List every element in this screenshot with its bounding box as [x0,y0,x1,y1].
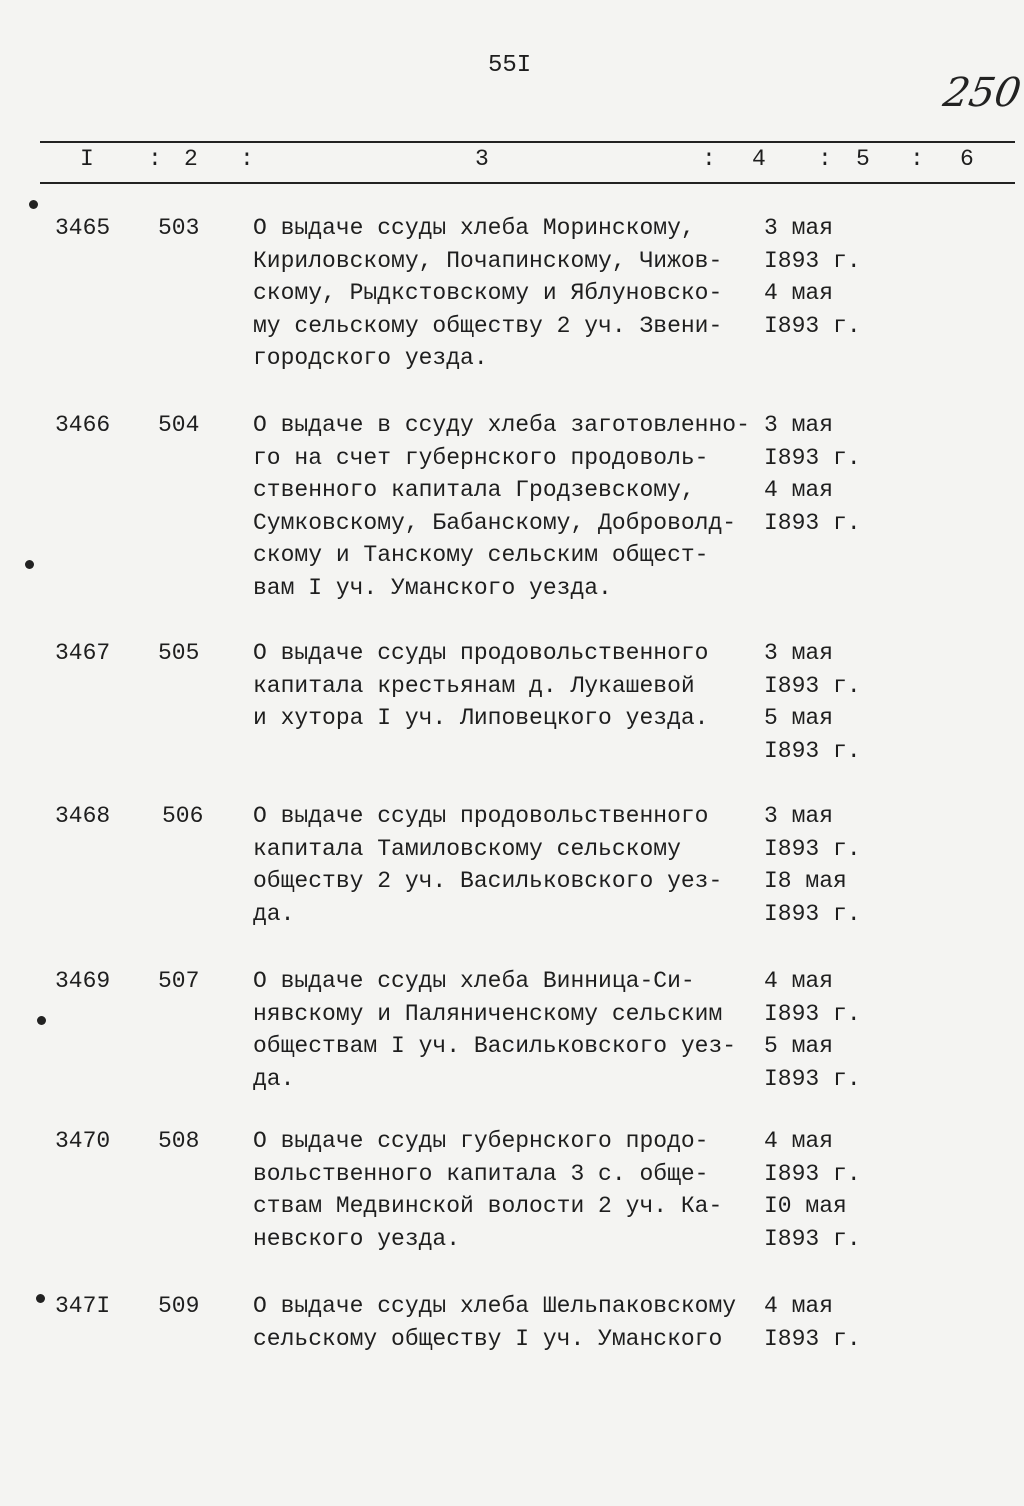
date-line: I893 г. [764,444,861,471]
date-line: 3 мая [764,803,834,829]
header-col-3: 3 [475,146,489,172]
date-line: 4 мая [764,280,834,306]
document-number: 507 [158,968,200,994]
date-line: I893 г. [764,1065,861,1092]
document-number: 509 [158,1293,200,1319]
header-col-5: 5 [856,146,870,172]
entry-dates [764,965,861,1095]
title-line: обществу 2 уч. Васильковского уез- [253,868,723,894]
punch-hole-mark [29,200,38,209]
document-number: 506 [162,803,204,829]
header-top-rule [40,141,1015,143]
title-line: и хутора I уч. Липовецкого уезда. [253,705,709,731]
date-line: I893 г. [764,1325,861,1352]
date-line: 4 мая [764,477,834,503]
entry-number: 3469 [55,968,111,994]
document-number: 504 [158,412,200,438]
title-line: сельскому обществу I уч. Уманского [253,1325,723,1352]
entry-dates [764,409,861,539]
title-line: О выдаче в ссуду хлеба заготовленно- [253,412,750,438]
entry-dates [764,212,861,342]
title-line: невского уезда. [253,1225,461,1252]
entry-title [253,1125,753,1255]
title-line: нявскому и Паляниченскому сельским [253,1000,723,1027]
header-sep: : [910,146,924,172]
date-line: I893 г. [764,509,861,536]
entry-dates [764,637,861,767]
title-line: ственного капитала Гродзевскому, [253,477,695,503]
title-line: городского уезда. [253,345,488,371]
header-sep: : [148,146,162,172]
entry-number: 3466 [55,412,111,438]
punch-hole-mark [37,1016,46,1025]
document-number: 508 [158,1128,200,1154]
header-col-2: 2 [184,146,198,172]
entry-dates [764,1125,861,1255]
entry-number: 3467 [55,640,111,666]
title-line: му сельскому обществу 2 уч. Звени- [253,312,723,339]
header-col-1: I [80,146,94,172]
entry-title [253,1290,753,1355]
entry-number: 3470 [55,1128,111,1154]
title-line: О выдаче ссуды губернского продо- [253,1128,709,1154]
date-line: I893 г. [764,247,861,274]
date-line: I893 г. [764,737,861,764]
entry-title [253,409,753,604]
title-line: О выдаче ссуды продовольственного [253,640,709,666]
header-col-6: 6 [960,146,974,172]
date-line: I893 г. [764,1000,861,1027]
title-line: скому и Танскому сельским общест- [253,542,709,568]
title-line: го на счет губернского продоволь- [253,444,709,471]
document-number: 503 [158,215,200,241]
document-number: 505 [158,640,200,666]
entry-title [253,800,753,930]
title-line: капитала крестьянам д. Лукашевой [253,672,695,699]
entry-title [253,637,753,735]
title-line: скому, Рыдкстовскому и Яблуновско- [253,280,723,306]
title-line: да. [253,1065,295,1092]
header-sep: : [818,146,832,172]
title-line: капитала Тамиловскому сельскому [253,835,681,862]
header-bottom-rule [40,182,1015,184]
date-line: I0 мая [764,1193,847,1219]
entry-title [253,965,753,1095]
date-line: 5 мая [764,705,834,731]
punch-hole-mark [25,560,34,569]
date-line: I893 г. [764,900,861,927]
date-line: 3 мая [764,412,834,438]
date-line: 3 мая [764,640,834,666]
entry-number: 347I [55,1293,111,1319]
date-line: I893 г. [764,1160,861,1187]
handwritten-folio-number: 250 [939,70,1024,116]
entry-dates [764,1290,861,1355]
date-line: 4 мая [764,968,834,994]
date-line: I893 г. [764,312,861,339]
title-line: обществам I уч. Васильковского уез- [253,1033,737,1059]
date-line: I893 г. [764,1225,861,1252]
title-line: вольственного капитала 3 с. обще- [253,1160,709,1187]
header-sep: : [240,146,254,172]
entry-title [253,212,753,375]
header-sep: : [702,146,716,172]
title-line: О выдаче ссуды хлеба Шельпаковскому [253,1293,737,1319]
entry-number: 3468 [55,803,111,829]
page-number: 55I [488,52,532,79]
title-line: О выдаче ссуды продовольственного [253,803,709,829]
date-line: 5 мая [764,1033,834,1059]
header-col-4: 4 [752,146,766,172]
title-line: да. [253,900,295,927]
date-line: I893 г. [764,672,861,699]
date-line: I893 г. [764,835,861,862]
title-line: О выдаче ссуды хлеба Моринскому, [253,215,695,241]
punch-hole-mark [36,1294,45,1303]
date-line: 3 мая [764,215,834,241]
title-line: О выдаче ссуды хлеба Винница-Си- [253,968,695,994]
entry-number: 3465 [55,215,111,241]
date-line: 4 мая [764,1128,834,1154]
title-line: ствам Медвинской волости 2 уч. Ка- [253,1193,723,1219]
date-line: 4 мая [764,1293,834,1319]
date-line: I8 мая [764,868,847,894]
entry-dates [764,800,861,930]
title-line: Кириловскому, Почапинскому, Чижов- [253,247,723,274]
title-line: Сумковскому, Бабанскому, Доброволд- [253,509,737,536]
title-line: вам I уч. Уманского уезда. [253,574,612,601]
